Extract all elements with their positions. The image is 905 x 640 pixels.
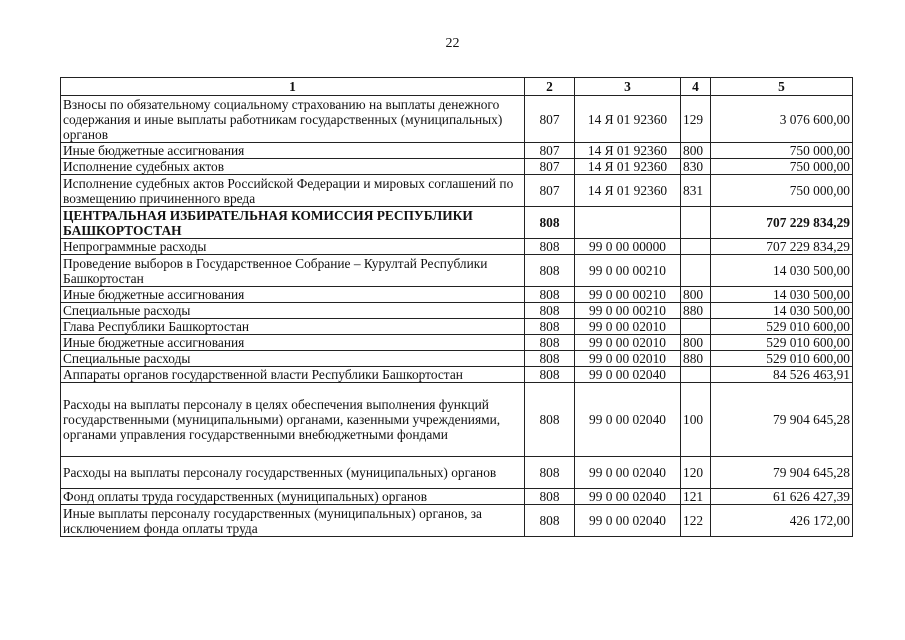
row-target-article-cell: 99 0 00 02040 (575, 489, 681, 505)
row-amount-cell: 426 172,00 (711, 505, 853, 537)
row-target-article-cell: 99 0 00 02040 (575, 505, 681, 537)
row-amount-cell: 750 000,00 (711, 159, 853, 175)
row-target-article-cell: 99 0 00 02010 (575, 351, 681, 367)
table-row (61, 303, 853, 319)
row-expense-type-cell (681, 319, 711, 335)
table-row (61, 489, 853, 505)
row-amount-cell: 14 030 500,00 (711, 287, 853, 303)
row-target-article-cell (575, 207, 681, 239)
row-admin-code-cell: 807 (525, 143, 575, 159)
row-admin-code-cell: 807 (525, 175, 575, 207)
row-name-cell: Проведение выборов в Государственное Собрание – Курултай Республики Башкортостан (61, 255, 525, 287)
row-amount-cell: 79 904 645,28 (711, 457, 853, 489)
row-target-article-cell: 99 0 00 02040 (575, 367, 681, 383)
row-amount-cell: 14 030 500,00 (711, 303, 853, 319)
column-header-4: 4 (681, 78, 711, 96)
row-name-cell: Иные бюджетные ассигнования (61, 143, 525, 159)
row-admin-code-cell: 808 (525, 207, 575, 239)
column-header-3: 3 (575, 78, 681, 96)
row-admin-code-cell: 808 (525, 303, 575, 319)
row-target-article-cell: 99 0 00 00000 (575, 239, 681, 255)
row-amount-cell: 750 000,00 (711, 175, 853, 207)
table-body (61, 96, 853, 537)
row-target-article-cell: 99 0 00 00210 (575, 287, 681, 303)
budget-table (60, 77, 853, 537)
page-number: 22 (445, 36, 460, 51)
row-expense-type-cell: 880 (681, 351, 711, 367)
table-row (61, 383, 853, 457)
row-expense-type-cell (681, 239, 711, 255)
table-row (61, 505, 853, 537)
row-amount-cell: 14 030 500,00 (711, 255, 853, 287)
row-admin-code-cell: 808 (525, 457, 575, 489)
row-admin-code-cell: 808 (525, 489, 575, 505)
row-admin-code-cell: 808 (525, 383, 575, 457)
row-expense-type-cell: 830 (681, 159, 711, 175)
row-expense-type-cell (681, 255, 711, 287)
row-target-article-cell: 14 Я 01 92360 (575, 159, 681, 175)
row-target-article-cell: 99 0 00 02040 (575, 383, 681, 457)
row-target-article-cell: 99 0 00 02040 (575, 457, 681, 489)
row-admin-code-cell: 808 (525, 367, 575, 383)
row-name-cell: Непрограммные расходы (61, 239, 525, 255)
row-target-article-cell: 99 0 00 00210 (575, 303, 681, 319)
row-name-cell: Иные бюджетные ассигнования (61, 287, 525, 303)
row-admin-code-cell: 808 (525, 505, 575, 537)
row-expense-type-cell: 121 (681, 489, 711, 505)
table-row (61, 457, 853, 489)
table-row (61, 159, 853, 175)
row-admin-code-cell: 808 (525, 319, 575, 335)
row-name-cell: ЦЕНТРАЛЬНАЯ ИЗБИРАТЕЛЬНАЯ КОМИССИЯ РЕСПУБЛИКИ БАШКОРТОСТАН (61, 207, 525, 239)
row-amount-cell: 529 010 600,00 (711, 319, 853, 335)
table-row (61, 207, 853, 239)
row-expense-type-cell: 800 (681, 143, 711, 159)
row-name-cell: Исполнение судебных актов Российской Федерации и мировых соглашений по возмещению причиненного вреда (61, 175, 525, 207)
row-target-article-cell: 99 0 00 02010 (575, 319, 681, 335)
row-admin-code-cell: 808 (525, 255, 575, 287)
row-amount-cell: 707 229 834,29 (711, 239, 853, 255)
row-amount-cell: 707 229 834,29 (711, 207, 853, 239)
row-name-cell: Расходы на выплаты персоналу в целях обеспечения выполнения функций государственными (муниципальными) органами, казенными учреждениями, органами управления государственными внебюджетными фондами (61, 383, 525, 457)
row-expense-type-cell: 800 (681, 335, 711, 351)
row-amount-cell: 84 526 463,91 (711, 367, 853, 383)
row-target-article-cell: 14 Я 01 92360 (575, 143, 681, 159)
row-admin-code-cell: 807 (525, 159, 575, 175)
row-amount-cell: 750 000,00 (711, 143, 853, 159)
row-name-cell: Иные выплаты персоналу государственных (муниципальных) органов, за исключением фонда оплаты труда (61, 505, 525, 537)
row-admin-code-cell: 808 (525, 351, 575, 367)
column-header-2: 2 (525, 78, 575, 96)
row-admin-code-cell: 808 (525, 287, 575, 303)
row-expense-type-cell: 122 (681, 505, 711, 537)
row-expense-type-cell: 129 (681, 96, 711, 143)
row-expense-type-cell: 120 (681, 457, 711, 489)
row-admin-code-cell: 808 (525, 239, 575, 255)
row-name-cell: Глава Республики Башкортостан (61, 319, 525, 335)
row-name-cell: Фонд оплаты труда государственных (муниципальных) органов (61, 489, 525, 505)
row-amount-cell: 79 904 645,28 (711, 383, 853, 457)
row-target-article-cell: 99 0 00 02010 (575, 335, 681, 351)
column-header-5: 5 (711, 78, 853, 96)
row-admin-code-cell: 807 (525, 96, 575, 143)
row-target-article-cell: 99 0 00 00210 (575, 255, 681, 287)
row-expense-type-cell (681, 207, 711, 239)
row-name-cell: Специальные расходы (61, 351, 525, 367)
table-row (61, 96, 853, 143)
table-row (61, 143, 853, 159)
row-name-cell: Расходы на выплаты персоналу государственных (муниципальных) органов (61, 457, 525, 489)
row-target-article-cell: 14 Я 01 92360 (575, 96, 681, 143)
table-row (61, 335, 853, 351)
row-amount-cell: 3 076 600,00 (711, 96, 853, 143)
row-name-cell: Исполнение судебных актов (61, 159, 525, 175)
row-amount-cell: 61 626 427,39 (711, 489, 853, 505)
row-admin-code-cell: 808 (525, 335, 575, 351)
row-name-cell: Специальные расходы (61, 303, 525, 319)
row-name-cell: Взносы по обязательному социальному страхованию на выплаты денежного содержания и иные выплаты работникам государственных (муниципальных) органов (61, 96, 525, 143)
row-amount-cell: 529 010 600,00 (711, 351, 853, 367)
row-amount-cell: 529 010 600,00 (711, 335, 853, 351)
row-expense-type-cell: 100 (681, 383, 711, 457)
table-row (61, 287, 853, 303)
table-header-row (61, 78, 853, 96)
table-row (61, 367, 853, 383)
table-row (61, 239, 853, 255)
table-row (61, 175, 853, 207)
row-name-cell: Иные бюджетные ассигнования (61, 335, 525, 351)
table-row (61, 255, 853, 287)
row-target-article-cell: 14 Я 01 92360 (575, 175, 681, 207)
row-expense-type-cell: 800 (681, 287, 711, 303)
table-row (61, 351, 853, 367)
row-expense-type-cell (681, 367, 711, 383)
column-header-1: 1 (61, 78, 525, 96)
table-row (61, 319, 853, 335)
row-name-cell: Аппараты органов государственной власти Республики Башкортостан (61, 367, 525, 383)
row-expense-type-cell: 880 (681, 303, 711, 319)
row-expense-type-cell: 831 (681, 175, 711, 207)
